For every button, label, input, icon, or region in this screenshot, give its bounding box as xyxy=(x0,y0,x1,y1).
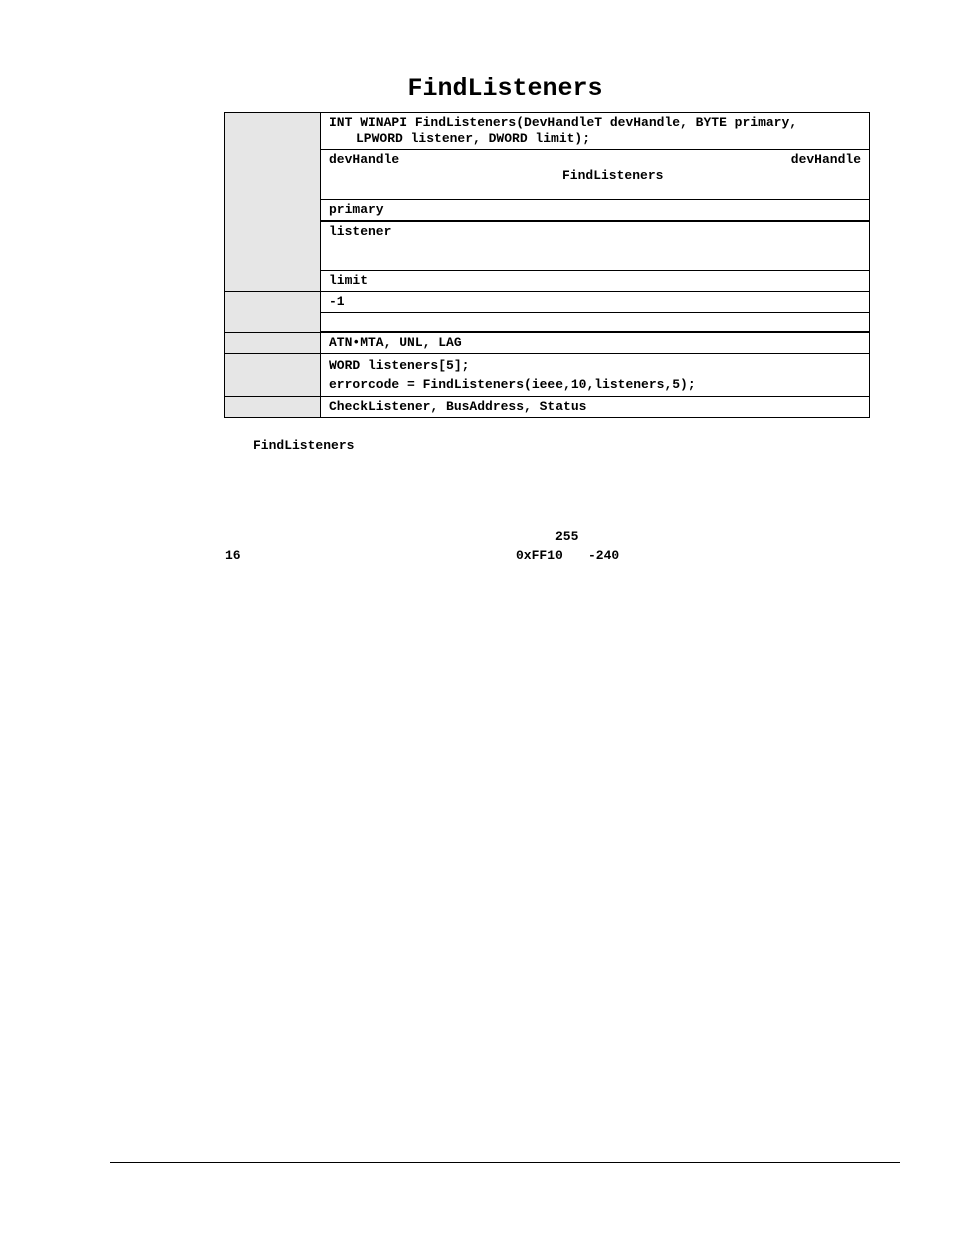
param-primary-cell xyxy=(321,200,870,222)
bus-states-cell xyxy=(321,332,870,354)
param-limit-name: limit xyxy=(329,273,369,288)
param-devhandle-function: FindListeners xyxy=(562,168,664,183)
param-devhandle-ref: devHandle xyxy=(790,152,861,167)
description-function-name: FindListeners xyxy=(253,438,355,453)
example-line-2: errorcode = FindListeners(ieee,10,listeners,5); xyxy=(329,377,696,392)
function-reference-table xyxy=(224,112,870,418)
param-row-listener xyxy=(225,221,870,271)
param-row-limit xyxy=(225,271,870,292)
param-limit-cell xyxy=(321,271,870,292)
see-also-row xyxy=(225,397,870,418)
bus-states-row xyxy=(225,332,870,354)
param-devhandle-cell xyxy=(321,150,870,200)
bus-states-label-cell xyxy=(225,332,321,354)
description-value-255: 255 xyxy=(555,529,579,544)
return-ok-cell xyxy=(321,313,870,333)
return-error-value: -1 xyxy=(329,294,345,309)
return-row-error xyxy=(225,292,870,313)
returns-label-cell xyxy=(225,292,321,333)
description-value-hex: 0xFF10 xyxy=(516,548,563,563)
see-also-label-cell xyxy=(225,397,321,418)
see-also-value: CheckListener, BusAddress, Status xyxy=(329,399,587,414)
return-error-cell xyxy=(321,292,870,313)
example-line-1: WORD listeners[5]; xyxy=(329,358,470,373)
syntax-row xyxy=(225,113,870,150)
bus-states-value: ATN•MTA, UNL, LAG xyxy=(329,335,462,350)
return-row-ok xyxy=(225,313,870,333)
example-cell xyxy=(321,354,870,397)
param-row-primary xyxy=(225,200,870,222)
example-row xyxy=(225,354,870,397)
param-listener-name: listener xyxy=(329,224,392,239)
page-title: FindListeners xyxy=(407,74,603,103)
description-value-16: 16 xyxy=(225,548,241,563)
param-devhandle-name: devHandle xyxy=(329,152,400,167)
syntax-label-cell xyxy=(225,113,321,292)
description-value-negative: -240 xyxy=(588,548,620,563)
example-label-cell xyxy=(225,354,321,397)
param-listener-cell xyxy=(321,221,870,271)
param-row-devhandle xyxy=(225,150,870,200)
syntax-line-2: LPWORD listener, DWORD limit); xyxy=(356,131,591,146)
param-primary-name: primary xyxy=(329,202,384,217)
footer-divider xyxy=(110,1162,900,1163)
see-also-cell xyxy=(321,397,870,418)
syntax-line-1: INT WINAPI FindListeners(DevHandleT devHandle, BYTE primary, xyxy=(329,115,798,130)
syntax-cell xyxy=(321,113,870,150)
